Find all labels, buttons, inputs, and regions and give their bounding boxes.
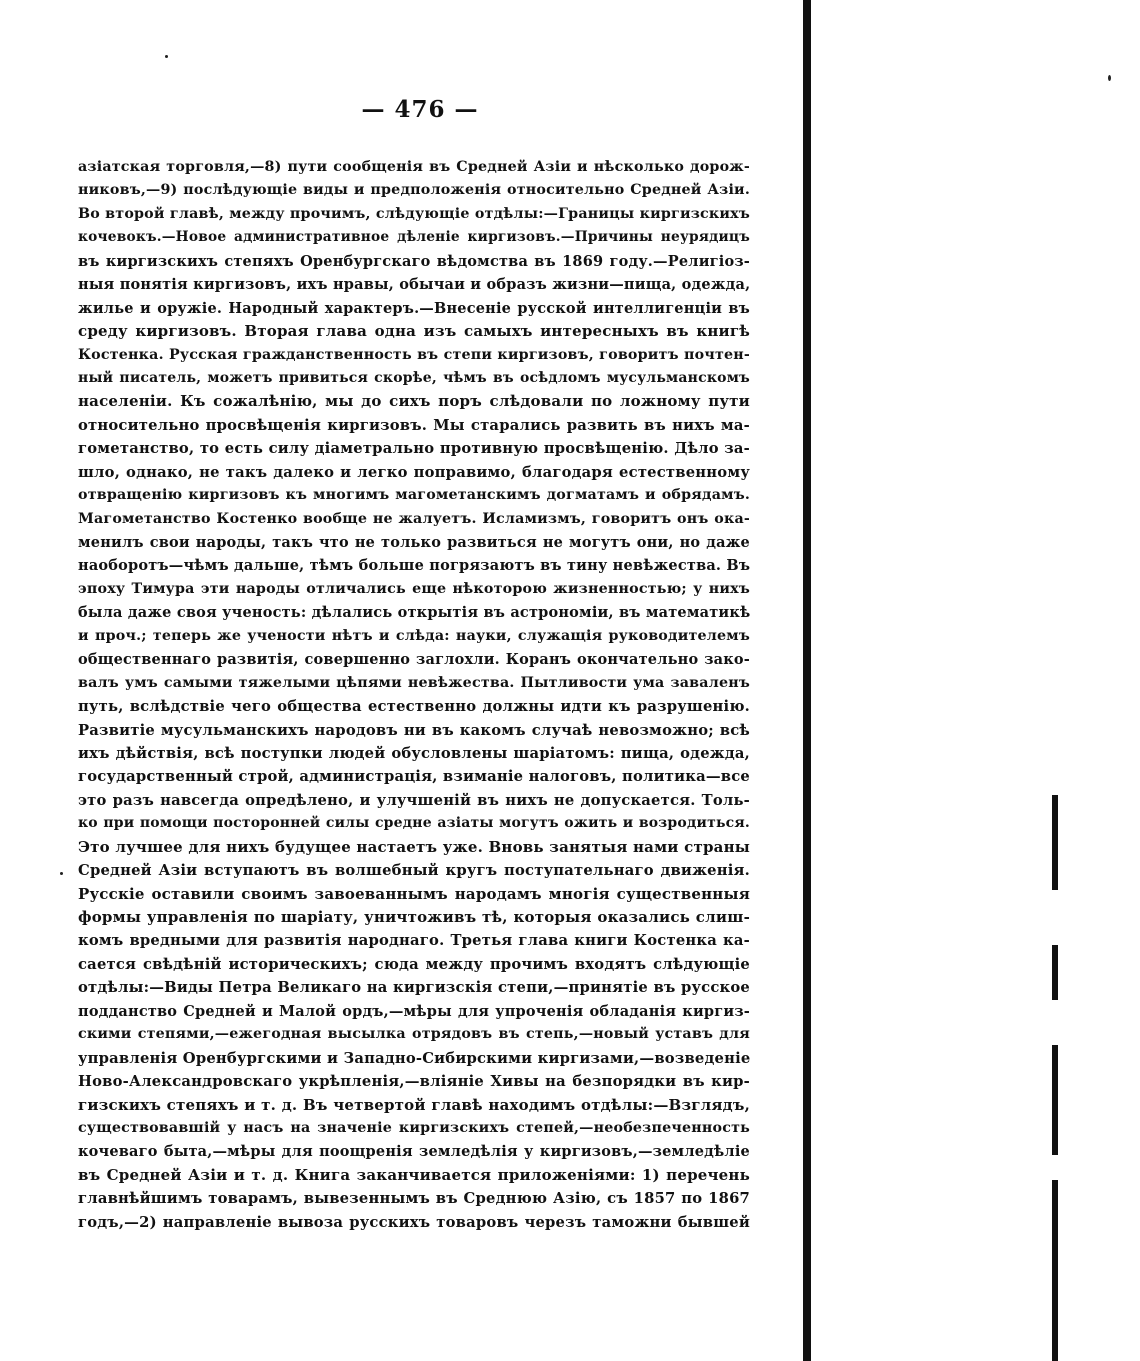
text-line: путь, вслѣдствіе чего общества естественно должны идти къ разрушенію. — [78, 698, 750, 716]
scan-edge-mark — [1052, 945, 1058, 1000]
text-line: населеніи. Къ сожалѣнію, мы до сихъ поръ слѣдовали по ложному пути — [78, 392, 750, 411]
text-line: комъ вредными для развитія народнаго. Третья глава книги Костенка ка- — [78, 932, 750, 950]
scan-speck — [165, 55, 168, 58]
text-line: общественнаго развитія, совершенно заглохли. Коранъ окончательно зако- — [78, 651, 750, 669]
text-line: кочеваго быта,—мѣры для поощренія земледѣлія у киргизовъ,—земледѣліе — [78, 1143, 750, 1161]
text-line: въ Средней Азіи и т. д. Книга заканчивается приложеніями: 1) перечень — [78, 1165, 750, 1184]
text-line: Русскіе оставили своимъ завоеваннымъ народамъ многія существенныя — [78, 884, 750, 903]
text-line: скими степями,—ежегодная высылка отрядовъ въ степь,—новый уставъ для — [78, 1026, 750, 1043]
text-line: никовъ,—9) послѣдующіе виды и предположенія относительно Средней Азіи. — [78, 182, 750, 199]
text-line: гометанство, то есть силу діаметрально противную просвѣщенію. Дѣло за- — [78, 440, 750, 458]
text-line: Во второй главѣ, между прочимъ, слѣдующіе отдѣлы:—Границы киргизскихъ — [78, 205, 750, 222]
text-line: азіатская торговля,—8) пути сообщенія въ Средней Азіи и нѣсколько дорож- — [78, 159, 750, 175]
text-line: въ киргизскихъ степяхъ Оренбургскаго вѣдомства въ 1869 году.—Религіоз- — [78, 252, 750, 270]
text-line: шло, однако, не такъ далеко и легко поправимо, благодаря естественному — [78, 463, 750, 481]
scan-speck — [1108, 75, 1111, 81]
text-line: ный писатель, можетъ привиться скорѣе, чѣмъ въ осѣдломъ мусульманскомъ — [78, 369, 750, 386]
text-line: формы управленія по шаріату, уничтоживъ тѣ, которыя оказались слиш- — [78, 908, 750, 926]
text-line: ихъ дѣйствія, всѣ поступки людей обусловлены шаріатомъ: пища, одежда, — [78, 744, 750, 762]
text-line: жилье и оружіе. Народный характеръ.—Внесеніе русской интеллигенціи въ — [78, 299, 750, 317]
text-line: Магометанство Костенко вообще не жалуетъ. Исламизмъ, говоритъ онъ ока- — [78, 510, 750, 527]
scan-speck — [60, 872, 63, 875]
text-line: Ново-Александровскаго укрѣпленія,—вліяніе Хивы на безпорядки въ кир- — [78, 1073, 750, 1091]
text-line: Это лучшее для нихъ будущее настаетъ уже. Вновь занятыя нами страны — [78, 837, 750, 856]
text-line: относительно просвѣщенія киргизовъ. Мы старались развить въ нихъ ма- — [78, 416, 750, 434]
text-line: эпоху Тимура эти народы отличались еще нѣкоторою жизненностью; у нихъ — [78, 580, 750, 597]
text-line: отвращенію киргизовъ къ многимъ магометанскимъ догматамъ и обрядамъ. — [78, 487, 750, 504]
text-line — [78, 1234, 750, 1257]
body-text — [78, 156, 750, 1258]
text-line: это разъ навсегда опредѣлено, и улучшеній въ нихъ не допускается. Толь- — [78, 791, 750, 809]
text-line: наоборотъ—чѣмъ дальше, тѣмъ больше погрязаютъ въ тину невѣжества. Въ — [78, 557, 751, 575]
text-line: существовавшій у насъ на значеніе киргизскихъ степей,—необезпеченность — [78, 1119, 750, 1136]
text-line: среду киргизовъ. Вторая глава одна изъ самыхъ интересныхъ въ книгѣ — [78, 322, 750, 341]
text-line: Средней Азіи вступаютъ въ волшебный кругъ поступательнаго движенія. — [78, 862, 750, 880]
text-line: годъ,—2) направленіе вывоза русскихъ товаровъ черезъ таможни бывшей — [78, 1213, 750, 1231]
scan-edge-mark — [1052, 1180, 1058, 1361]
scan-edge-mark — [1052, 795, 1058, 890]
text-line: государственный строй, администрація, взиманіе налоговъ, политика—все — [78, 768, 750, 786]
text-line: управленія Оренбургскими и Западно-Сибирскими киргизами,—возведеніе — [78, 1049, 751, 1067]
text-line: была даже своя ученость: дѣлались открытія въ астрономіи, въ математикѣ — [78, 604, 751, 622]
text-line: ныя понятія киргизовъ, ихъ нравы, обычаи и образъ жизни—пища, одежда, — [78, 276, 751, 294]
text-line: валъ умъ самыми тяжелыми цѣпями невѣжества. Пытливости ума заваленъ — [78, 674, 750, 691]
text-line: гизскихъ степяхъ и т. д. Въ четвертой главѣ находимъ отдѣлы:—Взглядъ, — [78, 1095, 750, 1114]
text-line: менилъ свои народы, такъ что не только развиться не могутъ они, но даже — [78, 534, 750, 551]
text-line: кочевокъ.—Новое административное дѣленіе киргизовъ.—Причины неурядицъ — [78, 229, 750, 246]
text-line: Костенка. Русская гражданственность въ степи киргизовъ, говоритъ почтен- — [78, 346, 750, 363]
text-line: отдѣлы:—Виды Петра Великаго на киргизскія степи,—принятіе въ русское — [78, 979, 750, 997]
scan-edge-mark — [1052, 1045, 1058, 1155]
text-line: и проч.; теперь же учености нѣтъ и слѣда: науки, служащія руководителемъ — [78, 627, 750, 644]
text-line: ко при помощи посторонней силы средне азіаты могутъ ожить и возродиться. — [78, 815, 750, 832]
text-line: сается свѣдѣній историческихъ; сюда между прочимъ входятъ слѣдующіе — [78, 955, 750, 973]
text-line: главнѣйшимъ товарамъ, вывезеннымъ въ Среднюю Азію, съ 1857 по 1867 — [78, 1190, 750, 1208]
page-number: — 476 — — [361, 96, 479, 123]
text-line: Развитіе мусульманскихъ народовъ ни въ какомъ случаѣ невозможно; всѣ — [78, 721, 750, 739]
text-line: подданство Средней и Малой ордъ,—мѣры для упроченія обладанія киргиз- — [78, 1002, 750, 1020]
page-binding-edge — [803, 0, 811, 1361]
